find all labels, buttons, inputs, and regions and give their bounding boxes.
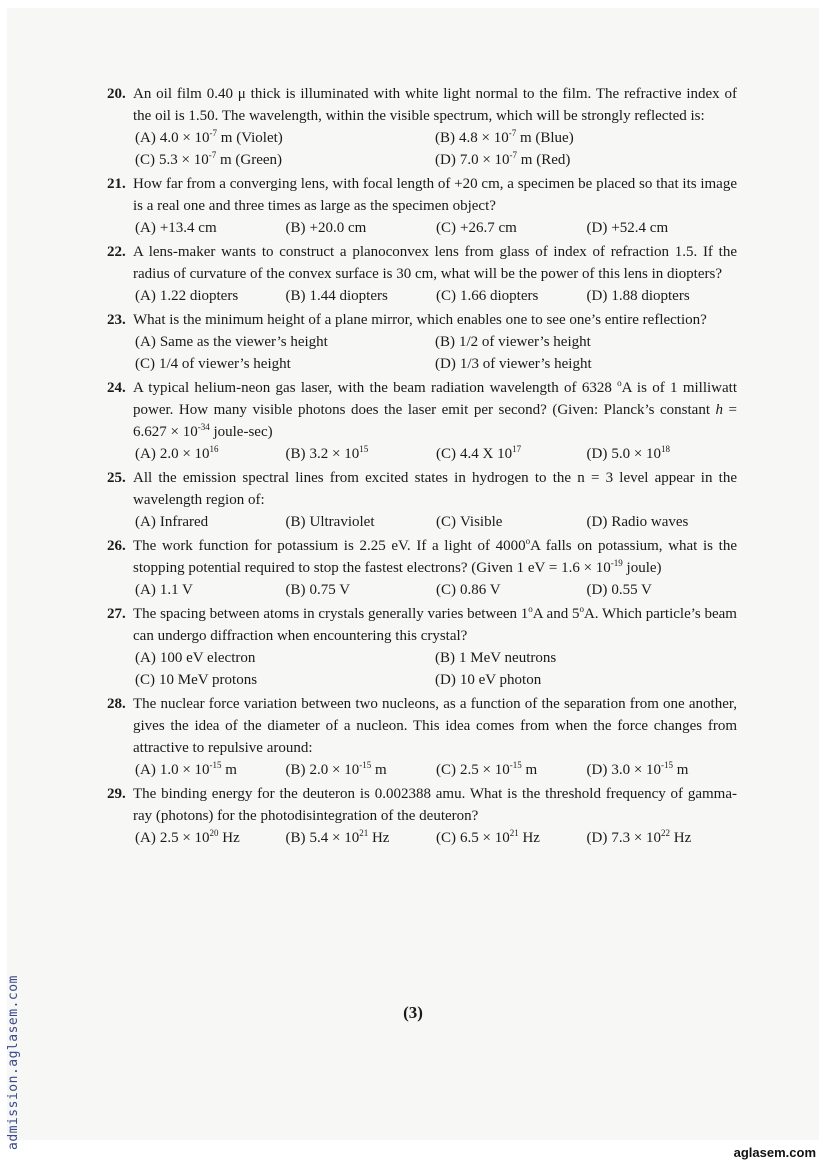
text-run: Hz xyxy=(518,830,540,846)
text-run: 5.4 × 10 xyxy=(309,830,360,846)
text-run: Infrared xyxy=(159,514,209,530)
answer-options xyxy=(133,511,737,533)
question-number: 28. xyxy=(107,696,126,712)
superscript: o xyxy=(617,378,622,388)
text-run: 10 MeV protons xyxy=(159,672,258,688)
option-label: (A) xyxy=(135,830,156,846)
text-run: A is of 1 milliwatt power. How many visible photons does the laser emit per second? (Given: Planck’s constant xyxy=(133,380,737,418)
answer-option-c xyxy=(135,353,435,375)
text-run: m xyxy=(521,762,538,778)
option-label: (A) xyxy=(135,130,156,146)
answer-option-d xyxy=(587,759,738,781)
text-run: How far from a converging lens, with focal length of +20 cm, a specimen be placed so that its image is a real one and three times as large as the specimen object? xyxy=(133,176,737,214)
answer-options xyxy=(133,759,737,781)
superscript: 18 xyxy=(661,444,671,454)
option-label: (B) xyxy=(435,130,455,146)
answer-option-b xyxy=(286,443,437,465)
question-number: 27. xyxy=(107,606,126,622)
superscript: 20 xyxy=(209,828,219,838)
option-label: (D) xyxy=(586,762,608,778)
question-text xyxy=(133,83,737,127)
text-run: 5.0 × 10 xyxy=(611,446,662,462)
option-label: (D) xyxy=(435,672,456,688)
superscript: 17 xyxy=(512,444,522,454)
option-label: (A) xyxy=(135,514,156,530)
text-run: = 6.627 × 10 xyxy=(133,402,737,440)
question-text xyxy=(133,603,737,647)
text-run: 3.2 × 10 xyxy=(309,446,360,462)
text-run: The spacing between atoms in crystals generally varies between 1 xyxy=(133,606,529,622)
option-label: (C) xyxy=(135,672,155,688)
brand-footer: aglasem.com xyxy=(733,1145,816,1160)
question-22 xyxy=(107,241,737,307)
answer-options xyxy=(133,827,737,849)
question-27 xyxy=(107,603,737,691)
answer-option-a xyxy=(135,759,286,781)
answer-option-b xyxy=(435,127,737,149)
option-label: (B) xyxy=(285,762,306,778)
question-text xyxy=(133,467,737,511)
superscript: o xyxy=(579,604,584,614)
question-number: 24. xyxy=(107,380,126,396)
text-run: An oil film 0.40 μ thick is illuminated with white light normal to the film. The refractive index of the oil is 1.50. The wavelength, within the visible spectrum, which will be strongly reflected is: xyxy=(133,86,737,124)
question-text xyxy=(133,783,737,827)
answer-options xyxy=(133,217,737,239)
text-run: The work function for potassium is 2.25 eV. If a light of 4000 xyxy=(133,538,526,554)
option-label: (D) xyxy=(586,220,608,236)
option-label: (A) xyxy=(135,220,156,236)
text-run: 0.86 V xyxy=(460,582,501,598)
question-20 xyxy=(107,83,737,171)
text-run: The binding energy for the deuteron is 0.002388 amu. What is the threshold frequency of gamma-ray (photons) for the photodisintegration of the deuteron? xyxy=(133,786,737,824)
question-25 xyxy=(107,467,737,533)
text-run: A lens-maker wants to construct a planoconvex lens from glass of index of refraction 1.5. If the radius of curvature of the convex surface is 30 cm, what will be the power of this lens in diopters? xyxy=(133,244,737,282)
answer-option-c xyxy=(436,217,587,239)
option-label: (A) xyxy=(135,446,156,462)
text-run: m xyxy=(371,762,387,778)
answer-option-a xyxy=(135,127,435,149)
text-run: 2.0 × 10 xyxy=(309,762,360,778)
question-number: 21. xyxy=(107,176,126,192)
question-text xyxy=(133,693,737,759)
superscript: 15 xyxy=(359,444,369,454)
text-run: A typical helium-neon gas laser, with the beam radiation wavelength of 6328 xyxy=(133,380,618,396)
text-run: +52.4 cm xyxy=(611,220,669,236)
option-label: (D) xyxy=(435,356,456,372)
answer-option-c xyxy=(135,669,435,691)
option-label: (C) xyxy=(135,356,155,372)
option-label: (A) xyxy=(135,288,156,304)
answer-option-a xyxy=(135,331,435,353)
answer-options xyxy=(133,331,737,375)
option-label: (D) xyxy=(586,514,608,530)
answer-option-d xyxy=(587,827,738,849)
text-run: 1/4 of viewer’s height xyxy=(159,356,291,372)
answer-option-c xyxy=(436,285,587,307)
question-number: 29. xyxy=(107,786,126,802)
answer-option-d xyxy=(587,285,738,307)
text-run: 5.3 × 10 xyxy=(159,152,209,168)
text-run: Visible xyxy=(460,514,503,530)
answer-option-d xyxy=(435,149,737,171)
text-run: joule-sec) xyxy=(209,424,273,440)
text-run: 1/3 of viewer’s height xyxy=(459,356,592,372)
text-run: Hz xyxy=(670,830,692,846)
answer-option-b xyxy=(286,217,437,239)
option-label: (A) xyxy=(135,762,156,778)
answer-option-c xyxy=(436,759,587,781)
option-label: (C) xyxy=(436,288,456,304)
text-run: 0.75 V xyxy=(309,582,351,598)
question-number: 25. xyxy=(107,470,126,486)
question-text xyxy=(133,377,737,443)
question-28 xyxy=(107,693,737,781)
answer-options xyxy=(133,579,737,601)
superscript: 21 xyxy=(359,828,369,838)
text-run: What is the minimum height of a plane mirror, which enables one to see one’s entire reflection? xyxy=(133,312,707,328)
option-label: (D) xyxy=(586,288,608,304)
answer-option-a xyxy=(135,511,286,533)
option-label: (A) xyxy=(135,582,156,598)
page-number: (3) xyxy=(403,1003,423,1022)
text-run: Ultraviolet xyxy=(309,514,375,530)
italic-symbol: h xyxy=(715,402,724,418)
option-label: (B) xyxy=(435,650,455,666)
answer-option-b xyxy=(435,647,737,669)
text-run: A. Which particle’s beam can undergo diffraction when encountering this crystal? xyxy=(133,606,737,644)
text-run: +26.7 cm xyxy=(460,220,517,236)
answer-option-a xyxy=(135,285,286,307)
answer-option-a xyxy=(135,217,286,239)
question-number: 22. xyxy=(107,244,126,260)
option-label: (C) xyxy=(436,830,456,846)
question-list xyxy=(107,83,737,851)
question-29 xyxy=(107,783,737,849)
question-text xyxy=(133,173,737,217)
text-run: 2.0 × 10 xyxy=(159,446,210,462)
text-run: 2.5 × 10 xyxy=(159,830,210,846)
text-run: Hz xyxy=(218,830,240,846)
question-26 xyxy=(107,535,737,601)
superscript: -19 xyxy=(610,558,623,568)
superscript: o xyxy=(528,604,533,614)
text-run: joule) xyxy=(622,560,662,576)
text-run: 2.5 × 10 xyxy=(460,762,510,778)
question-text xyxy=(133,535,737,579)
text-run: +13.4 cm xyxy=(159,220,217,236)
answer-option-c xyxy=(436,579,587,601)
question-text xyxy=(133,241,737,285)
text-run: m xyxy=(221,762,237,778)
question-23 xyxy=(107,309,737,375)
text-run: 4.4 X 10 xyxy=(460,446,513,462)
text-run: The nuclear force variation between two nucleons, as a function of the separation from one another, gives the idea of the diameter of a nucleon. This idea comes from when the force changes from attractive to repulsive around: xyxy=(133,696,737,756)
text-run: Hz xyxy=(368,830,390,846)
option-label: (C) xyxy=(135,152,155,168)
answer-option-d xyxy=(587,511,738,533)
text-run: A and 5 xyxy=(532,606,580,622)
superscript: 22 xyxy=(661,828,671,838)
answer-option-a xyxy=(135,827,286,849)
answer-option-b xyxy=(286,285,437,307)
text-run: 1.66 diopters xyxy=(460,288,539,304)
answer-option-b xyxy=(286,759,437,781)
answer-option-a xyxy=(135,579,286,601)
text-run: A falls on potassium, what is the stopping potential required to stop the fastest electrons? (Given 1 eV = 1.6 × 10 xyxy=(133,538,738,576)
text-run: m (Violet) xyxy=(217,130,283,146)
text-run: m (Red) xyxy=(517,152,571,168)
question-21 xyxy=(107,173,737,239)
option-label: (B) xyxy=(285,582,306,598)
text-run: Same as the viewer’s height xyxy=(159,334,328,350)
exam-page xyxy=(7,8,819,1140)
superscript: -7 xyxy=(208,150,217,160)
text-run: 3.0 × 10 xyxy=(611,762,662,778)
answer-option-c xyxy=(436,511,587,533)
superscript: -15 xyxy=(509,760,522,770)
answer-option-d xyxy=(587,443,738,465)
text-run: 4.8 × 10 xyxy=(459,130,509,146)
answer-option-d xyxy=(435,669,737,691)
question-number: 26. xyxy=(107,538,126,554)
answer-option-b xyxy=(286,511,437,533)
superscript: -7 xyxy=(209,128,218,138)
text-run: Radio waves xyxy=(611,514,689,530)
superscript: -15 xyxy=(359,760,372,770)
option-label: (D) xyxy=(586,446,608,462)
text-run: 1.44 diopters xyxy=(309,288,388,304)
answer-option-d xyxy=(587,217,738,239)
text-run: 4.0 × 10 xyxy=(159,130,210,146)
text-run: 0.55 V xyxy=(611,582,652,598)
text-run: m (Blue) xyxy=(516,130,574,146)
superscript: o xyxy=(525,536,531,546)
option-label: (C) xyxy=(436,582,456,598)
text-run: 1.22 diopters xyxy=(159,288,239,304)
answer-option-a xyxy=(135,647,435,669)
option-label: (B) xyxy=(435,334,455,350)
option-label: (D) xyxy=(586,830,608,846)
option-label: (C) xyxy=(436,220,456,236)
answer-options xyxy=(133,443,737,465)
superscript: 16 xyxy=(209,444,219,454)
text-run: 1.1 V xyxy=(159,582,193,598)
option-label: (B) xyxy=(285,288,306,304)
option-label: (B) xyxy=(285,830,306,846)
option-label: (D) xyxy=(586,582,608,598)
option-label: (C) xyxy=(436,762,456,778)
text-run: 1.88 diopters xyxy=(611,288,690,304)
superscript: -7 xyxy=(509,150,518,160)
answer-option-a xyxy=(135,443,286,465)
answer-option-b xyxy=(286,827,437,849)
text-run: 1/2 of viewer’s height xyxy=(459,334,591,350)
option-label: (B) xyxy=(285,446,306,462)
answer-options xyxy=(133,647,737,691)
text-run: 100 eV electron xyxy=(159,650,256,666)
superscript: -15 xyxy=(661,760,674,770)
answer-options xyxy=(133,285,737,307)
answer-option-c xyxy=(135,149,435,171)
question-number: 20. xyxy=(107,86,126,102)
text-run: m (Green) xyxy=(216,152,283,168)
answer-option-b xyxy=(435,331,737,353)
superscript: -15 xyxy=(209,760,222,770)
superscript: -7 xyxy=(508,128,517,138)
answer-option-d xyxy=(435,353,737,375)
option-label: (A) xyxy=(135,650,156,666)
question-number: 23. xyxy=(107,312,126,328)
answer-option-b xyxy=(286,579,437,601)
text-run: All the emission spectral lines from excited states in hydrogen to the n = 3 level appear in the wavelength region of: xyxy=(133,470,737,508)
question-24 xyxy=(107,377,737,465)
option-label: (C) xyxy=(436,514,456,530)
option-label: (A) xyxy=(135,334,156,350)
superscript: -34 xyxy=(197,422,210,432)
option-label: (C) xyxy=(436,446,456,462)
answer-option-d xyxy=(587,579,738,601)
superscript: 21 xyxy=(509,828,519,838)
answer-options xyxy=(133,127,737,171)
answer-option-c xyxy=(436,443,587,465)
text-run: 6.5 × 10 xyxy=(460,830,510,846)
text-run: +20.0 cm xyxy=(309,220,367,236)
text-run: m xyxy=(673,762,689,778)
text-run: 7.0 × 10 xyxy=(459,152,510,168)
option-label: (D) xyxy=(435,152,456,168)
answer-option-c xyxy=(436,827,587,849)
side-watermark: admission.aglasem.com xyxy=(6,975,21,1150)
option-label: (B) xyxy=(285,514,306,530)
text-run: 1 MeV neutrons xyxy=(459,650,557,666)
question-text xyxy=(133,309,737,331)
text-run: 1.0 × 10 xyxy=(159,762,210,778)
text-run: 10 eV photon xyxy=(459,672,542,688)
option-label: (B) xyxy=(285,220,306,236)
text-run: 7.3 × 10 xyxy=(611,830,662,846)
